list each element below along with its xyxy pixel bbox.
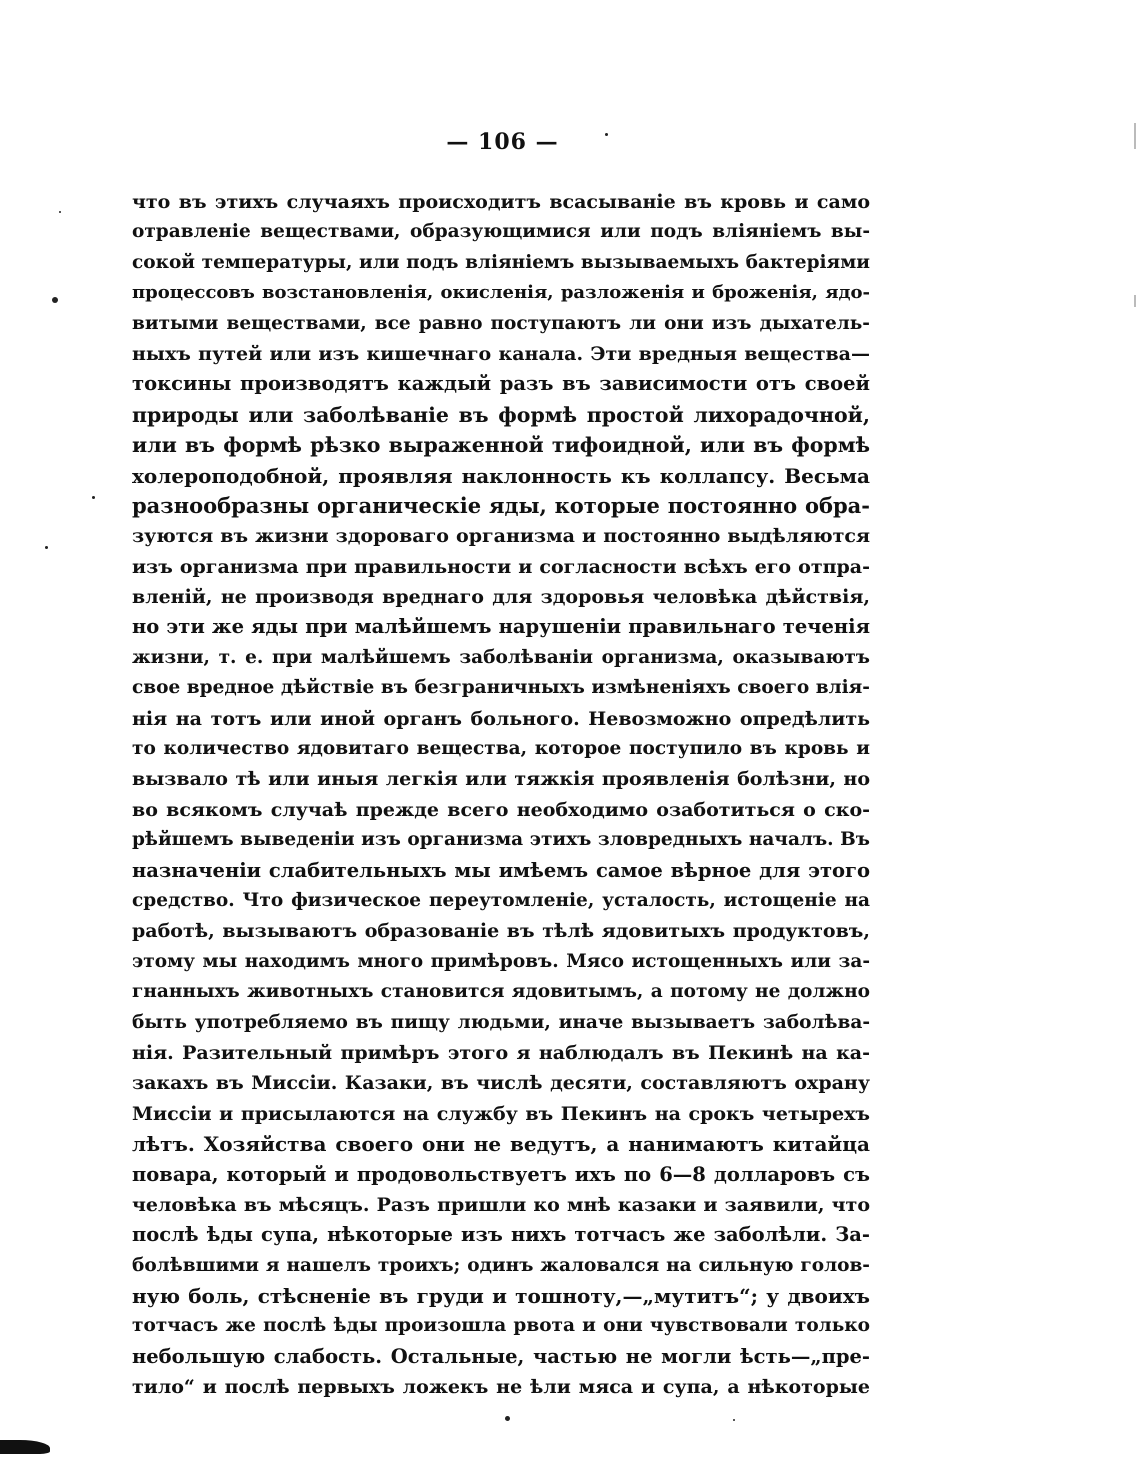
text-line: что въ этихъ случаяхъ происходитъ всасываніе въ кровь и само [132, 191, 870, 213]
text-line: разнообразны органическіе яды, которые постоянно обра- [132, 492, 870, 518]
text-line: жизни, т. е. при малѣйшемъ заболѣваніи организма, оказываютъ [132, 646, 870, 668]
text-line: послѣ ѣды супа, нѣкоторые изъ нихъ тотчасъ же заболѣли. За- [132, 1223, 870, 1247]
text-line: свое вредное дѣйствіе въ безграничныхъ измѣненіяхъ своего влія- [132, 677, 870, 699]
text-line: отравленіе веществами, образующимися или подъ вліяніемъ вы- [132, 221, 870, 243]
text-line: сокой температуры, или подъ вліяніемъ вызываемыхъ бактеріями [132, 251, 870, 273]
text-line: небольшую слабость. Остальные, частью не могли ѣсть—„пре- [132, 1344, 870, 1368]
scan-speck [59, 211, 61, 213]
text-line: но эти же яды при малѣйшемъ нарушеніи правильнаго теченія [132, 615, 870, 639]
text-line: то количество ядовитаго вещества, которое поступило въ кровь и [132, 738, 870, 760]
text-line: рѣйшемъ выведеніи изъ организма этихъ зловредныхъ началъ. Въ [132, 829, 870, 851]
text-line: вленій, не производя вреднаго для здоровья человѣка дѣйствія, [132, 586, 870, 609]
text-line: зуются въ жизни здороваго организма и постоянно выдѣляются [132, 525, 870, 548]
scan-speck [92, 496, 95, 499]
scan-edge-mark [1134, 123, 1136, 149]
text-line: средство. Что физическое переутомленіе, усталость, истощеніе на [132, 889, 870, 911]
body-text [132, 187, 870, 1403]
scan-corner-blot [0, 1440, 50, 1454]
text-line: нія на тотъ или иной органъ больного. Невозможно опредѣлить [132, 707, 870, 730]
scan-speck [733, 1419, 735, 1421]
scan-speck [505, 1416, 510, 1421]
text-line: тотчасъ же послѣ ѣды произошла рвота и они чувствовали только [132, 1315, 870, 1337]
text-line: закахъ въ Миссіи. Казаки, въ числѣ десяти, составляютъ охрану [132, 1072, 870, 1095]
page-number: — 106 — [446, 129, 559, 155]
text-line: этому мы находимъ много примѣровъ. Мясо истощенныхъ или за- [132, 950, 870, 972]
text-line: работѣ, вызываютъ образованіе въ тѣлѣ ядовитыхъ продуктовъ, [132, 920, 870, 943]
text-line: человѣка въ мѣсяцъ. Разъ пришли ко мнѣ казаки и заявили, что [132, 1193, 870, 1216]
text-line: тило“ и послѣ первыхъ ложекъ не ѣли мяса и супа, а нѣкоторые [132, 1376, 870, 1399]
scan-speck [52, 297, 58, 303]
text-line: ныхъ путей или изъ кишечнаго канала. Эти вредныя вещества— [132, 342, 870, 365]
text-line: быть употребляемо въ пищу людьми, иначе вызываетъ заболѣва- [132, 1011, 870, 1033]
text-line: природы или заболѣваніе въ формѣ простой лихорадочной, [132, 402, 870, 427]
text-line: или въ формѣ рѣзко выраженной тифоидной, или въ формѣ [132, 433, 870, 458]
text-line: во всякомъ случаѣ прежде всего необходимо озаботиться о ско- [132, 798, 870, 821]
text-line: вызвало тѣ или иныя легкія или тяжкія проявленія болѣзни, но [132, 768, 870, 791]
scan-speck [45, 546, 48, 549]
text-line: витыми веществами, все равно поступаютъ ли они изъ дыхатель- [132, 312, 870, 334]
text-line: холероподобной, проявляя наклонность къ коллапсу. Весьма [132, 463, 870, 488]
text-line: изъ организма при правильности и согласности всѣхъ его отпра- [132, 555, 870, 578]
text-line: назначеніи слабительныхъ мы имѣемъ самое вѣрное для этого [132, 858, 870, 882]
text-line: нія. Разительный примѣръ этого я наблюдалъ въ Пекинѣ на ка- [132, 1041, 870, 1064]
text-line: ную боль, стѣсненіе въ груди и тошноту,—„мутитъ“; у двоихъ [132, 1284, 870, 1309]
text-line: процессовъ возстановленія, окисленія, разложенія и броженія, ядо- [132, 282, 870, 304]
text-line: повара, который и продовольствуетъ ихъ по 6—8 долларовъ съ [132, 1162, 870, 1186]
text-line: болѣвшими я нашелъ троихъ; одинъ жаловался на сильную голов- [132, 1254, 870, 1276]
text-line: Миссіи и присылаются на службу въ Пекинъ на срокъ четырехъ [132, 1102, 870, 1125]
scan-speck [605, 133, 608, 136]
text-line: лѣтъ. Хозяйства своего они не ведутъ, а нанимаютъ китайца [132, 1132, 870, 1157]
text-line: гнанныхъ животныхъ становится ядовитымъ, а потому не должно [132, 981, 870, 1003]
scan-edge-mark [1134, 295, 1136, 307]
text-line: токсины производятъ каждый разъ въ зависимости отъ своей [132, 372, 870, 396]
